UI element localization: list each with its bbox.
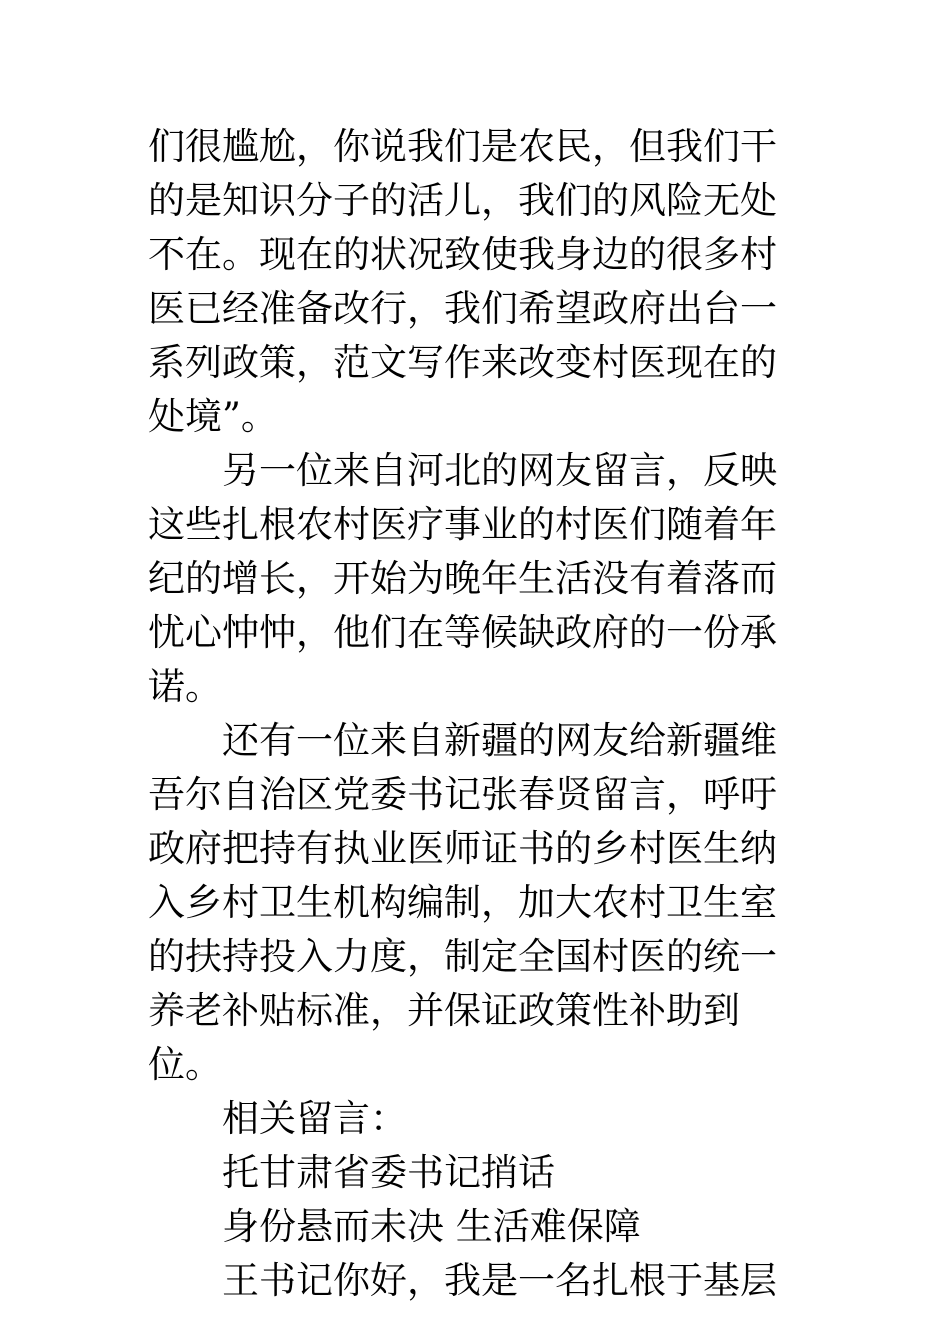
text-line: 位。	[148, 1043, 222, 1086]
text-line: 还有一位来自新疆的网友给新疆维	[222, 719, 777, 762]
text-line: 们很尴尬，你说我们是农民，但我们干	[148, 125, 777, 168]
text-line: 的扶持投入力度，制定全国村医的统一	[148, 935, 777, 978]
text-line: 纪的增长，开始为晚年生活没有着落而	[148, 557, 777, 600]
text-line: 这些扎根农村医疗事业的村医们随着年	[148, 503, 777, 546]
paragraph-2	[148, 444, 808, 714]
text-line: 系列政策，范文写作来改变村医现在的	[148, 341, 777, 384]
related-messages-label: 相关留言：	[222, 1097, 407, 1140]
related-message-title: 托甘肃省委书记捎话	[222, 1151, 555, 1194]
text-line: 另一位来自河北的网友留言，反映	[222, 449, 777, 492]
text-line: 忧心忡忡，他们在等候缺政府的一份承	[148, 611, 777, 654]
document-body	[148, 120, 808, 1308]
text-line: 诺。	[148, 665, 222, 708]
paragraph-1	[148, 120, 808, 444]
text-line: 政府把持有执业医师证书的乡村医生纳	[148, 827, 777, 870]
text-line: 入乡村卫生机构编制，加大农村卫生室	[148, 881, 777, 924]
text-line: 处境”。	[148, 395, 278, 438]
text-line: 的是知识分子的活儿，我们的风险无处	[148, 179, 777, 222]
paragraph-3	[148, 714, 808, 1092]
letter-opening-line: 王书记你好，我是一名扎根于基层	[222, 1259, 777, 1302]
text-line: 吾尔自治区党委书记张春贤留言，呼吁	[148, 773, 777, 816]
related-message-title: 身份悬而未决 生活难保障	[222, 1205, 641, 1248]
text-line: 养老补贴标准，并保证政策性补助到	[148, 989, 740, 1032]
text-line: 不在。现在的状况致使我身边的很多村	[148, 233, 777, 276]
text-line: 医已经准备改行，我们希望政府出台一	[148, 287, 777, 330]
